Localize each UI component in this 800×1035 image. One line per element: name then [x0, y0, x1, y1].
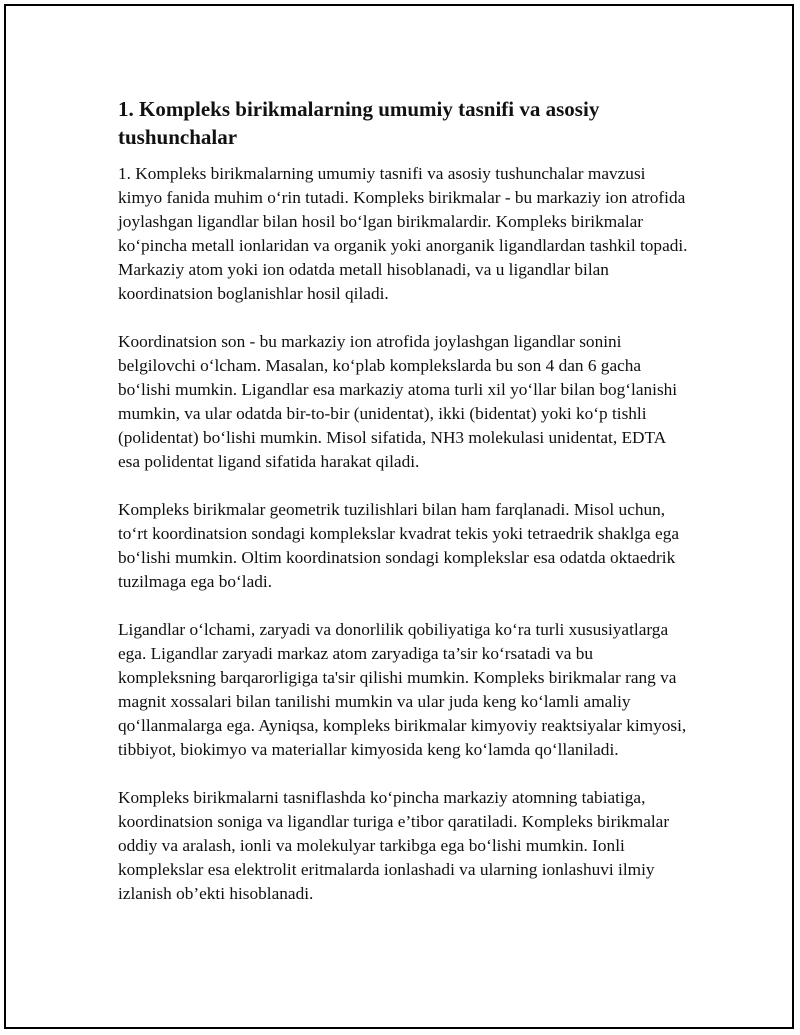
paragraph: Kompleks birikmalar geometrik tuzilishlari bilan ham farqlanadi. Misol uchun, to‘rt koordinatsion sondagi komplekslar kvadrat tekis yoki tetraedrik shaklga ega bo‘lishi mumkin. Oltim koordinatsion sondagi komplekslar esa odatda oktaedrik tuzilmaga ega bo‘ladi.: [118, 500, 680, 591]
paragraph: Ligandlar o‘lchami, zaryadi va donorlilik qobiliyatiga ko‘ra turli xususiyatlarga ega. Ligandlar zaryadi markaz atom zaryadiga ta’sir ko‘rsatadi va bu kompleksning barqarorligiga ta'sir qilishi mumkin. Kompleks birikmalar rang va magnit xossalari bilan tanilishi mumkin va ular juda keng ko‘lamli amaliy qo‘llanmalarga ega. Ayniqsa, kompleks birikmalar kimyoviy reaktsiyalar kimyosi, tibbiyot, biokimyo va materiallar kimyosida keng ko‘lamda qo‘llaniladi.: [118, 620, 687, 759]
paragraph: Koordinatsion son - bu markaziy ion atrofida joylashgan ligandlar sonini belgilovchi o‘lcham. Masalan, ko‘plab komplekslarda bu son 4 dan 6 gacha bo‘lishi mumkin. Ligandlar esa markaziy atoma turli xil yo‘llar bilan bog‘lanishi mumkin, va ular odatda bir-to-bir (unidentat), ikki (bidentat) yoki ko‘p tishli (polidentat) bo‘lishi mumkin. Misol sifatida, NH3 molekulasi unidentat, EDTA esa polidentat ligand sifatida harakat qiladi.: [118, 332, 678, 471]
paragraph: Kompleks birikmalarni tasniflashda ko‘pincha markaziy atomning tabiatiga, koordinatsion soniga va ligandlar turiga e’tibor qaratiladi. Kompleks birikmalar oddiy va aralash, ionli va molekulyar tarkibga ega bo‘lishi mumkin. Ionli komplekslar esa elektrolit eritmalarda ionlashadi va ularning ionlashuvi ilmiy izlanish ob’ekti hisoblanadi.: [118, 788, 670, 903]
document-heading: 1. Kompleks birikmalarning umumiy tasnifi va asosiy tushunchalar: [118, 97, 600, 149]
document-body: [118, 95, 688, 930]
paragraph: 1. Kompleks birikmalarning umumiy tasnifi va asosiy tushunchalar mavzusi kimyo fanida muhim o‘rin tutadi. Kompleks birikmalar - bu markaziy ion atrofida joylashgan ligandlar bilan hosil bo‘lgan birikmalardir. Kompleks birikmalar ko‘pincha metall ionlaridan va organik yoki anorganik ligandlardan tashkil topadi. Markaziy atom yoki ion odatda metall hisoblanadi, va u ligandlar bilan koordinatsion boglanishlar hosil qiladi.: [118, 164, 688, 303]
